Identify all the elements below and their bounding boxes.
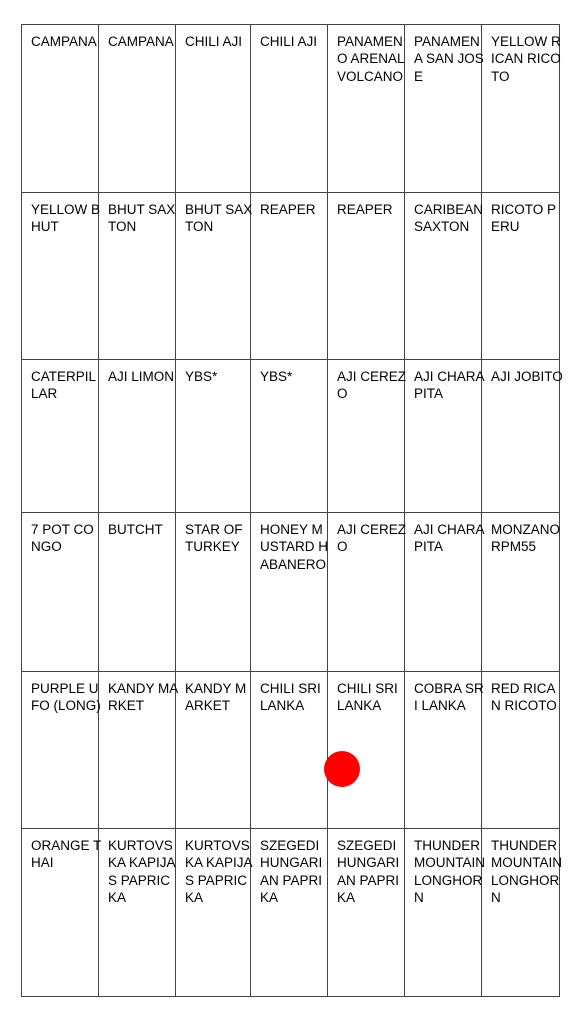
grid-cell	[328, 193, 405, 360]
grid-cell	[251, 513, 328, 672]
cell-label: REAPER	[260, 202, 316, 217]
cell-label: CHILI SRI LANKA	[337, 681, 398, 714]
cell-label: BHUT SAXTON	[108, 202, 176, 235]
cell-label: CAMPANA	[108, 34, 174, 49]
grid-cell	[176, 25, 251, 193]
grid-row	[22, 25, 560, 193]
cell-label: STAR OF TURKEY	[185, 522, 243, 555]
cell-label: AJI CEREZO	[337, 522, 407, 555]
cell-label: 7 POT CONGO	[31, 522, 94, 555]
grid-cell	[99, 25, 176, 193]
grid-cell	[22, 513, 99, 672]
red-dot-marker	[324, 751, 360, 787]
grid-cell	[328, 25, 405, 193]
grid-cell	[482, 829, 560, 997]
grid-row	[22, 513, 560, 672]
grid-cell	[328, 829, 405, 997]
cell-label: CATERPILLAR	[31, 369, 97, 402]
cell-label: RED RICAN RICOTO	[491, 681, 557, 714]
cell-label: AJI LIMON	[108, 369, 175, 384]
grid-cell	[22, 672, 99, 829]
grid-cell	[176, 360, 251, 513]
grid-cell	[22, 360, 99, 513]
grid-cell	[251, 360, 328, 513]
grid-row	[22, 829, 560, 997]
grid-cell	[99, 672, 179, 829]
cell-label: KANDY MARKET	[185, 681, 247, 714]
grid-cell	[99, 360, 176, 513]
cell-label: HONEY MUSTARD HABANERO	[260, 522, 329, 572]
grid-row	[22, 193, 560, 360]
cell-label: CHILI AJI	[260, 34, 318, 49]
cell-label: YBS*	[185, 369, 218, 384]
cell-label: RICOTO PERU	[491, 202, 557, 235]
cell-label: BHUT SAXTON	[185, 202, 253, 235]
cell-label: CHILI SRI LANKA	[260, 681, 321, 714]
cell-label: SZEGEDI HUNGARIAN PAPRIKA	[260, 838, 323, 906]
cell-label: KURTOVSKA KAPIJAS PAPRICKA	[108, 838, 176, 906]
cell-label: SZEGEDI HUNGARIAN PAPRIKA	[337, 838, 400, 906]
grid-cell	[251, 829, 328, 997]
grid-cell	[22, 25, 99, 193]
grid-cell	[99, 193, 176, 360]
grid-cell	[482, 360, 563, 513]
grid-cell	[99, 829, 176, 997]
cell-label: REAPER	[337, 202, 393, 217]
cell-label: CHILI AJI	[185, 34, 243, 49]
cell-label: AJI CEREZO	[337, 369, 407, 402]
grid-cell	[176, 672, 251, 829]
grid-cell	[251, 193, 328, 360]
grid-cell	[482, 25, 560, 193]
grid-cell	[405, 513, 485, 672]
cell-label: ORANGE THAI	[31, 838, 102, 871]
grid-row	[22, 360, 560, 513]
cell-label: YBS*	[260, 369, 293, 384]
cell-label: PANAMENA SAN JOSE	[414, 34, 484, 84]
cell-label: AJI JOBITO	[491, 369, 563, 384]
grid-cell	[482, 513, 560, 672]
grid-cell	[22, 829, 102, 997]
grid-cell	[482, 672, 560, 829]
grid-cell	[328, 513, 405, 672]
cell-label: BUTCHT	[108, 522, 163, 537]
grid-cell	[99, 513, 176, 672]
cell-label: THUNDER MOUNTAIN LONGHORN	[491, 838, 562, 906]
grid-cell	[176, 193, 251, 360]
grid-cell	[482, 193, 560, 360]
cell-label: MONZANO RPM55	[491, 522, 560, 555]
grid-cell	[405, 829, 485, 997]
cell-label: COBRA SRI LANKA	[414, 681, 484, 714]
grid-cell	[251, 25, 328, 193]
grid-cell	[176, 513, 251, 672]
cell-label: KANDY MARKET	[108, 681, 179, 714]
cell-label: YELLOW BHUT	[31, 202, 101, 235]
planting-grid	[21, 24, 563, 997]
grid-cell	[405, 193, 482, 360]
cell-label: PURPLE UFO (LONG)	[31, 681, 101, 714]
cell-label: CARIBEAN SAXTON	[414, 202, 484, 235]
grid-cell	[405, 25, 482, 193]
grid-cell	[405, 360, 485, 513]
cell-label: AJI CHARAPITA	[414, 369, 485, 402]
grid-cell	[251, 672, 328, 829]
grid-cell	[176, 829, 251, 997]
cell-label: AJI CHARAPITA	[414, 522, 485, 555]
grid-cell	[328, 360, 405, 513]
cell-label: YELLOW RICAN RICOTO	[491, 34, 561, 84]
grid-cell	[328, 672, 405, 829]
cell-label: THUNDER MOUNTAIN LONGHORN	[414, 838, 485, 906]
cell-label: CAMPANA	[31, 34, 97, 49]
grid-cell	[405, 672, 482, 829]
grid-row	[22, 672, 560, 829]
cell-label: KURTOVSKA KAPIJAS PAPRICKA	[185, 838, 253, 906]
cell-label: PANAMENO ARENAL VOLCANO	[337, 34, 405, 84]
grid-cell	[22, 193, 99, 360]
